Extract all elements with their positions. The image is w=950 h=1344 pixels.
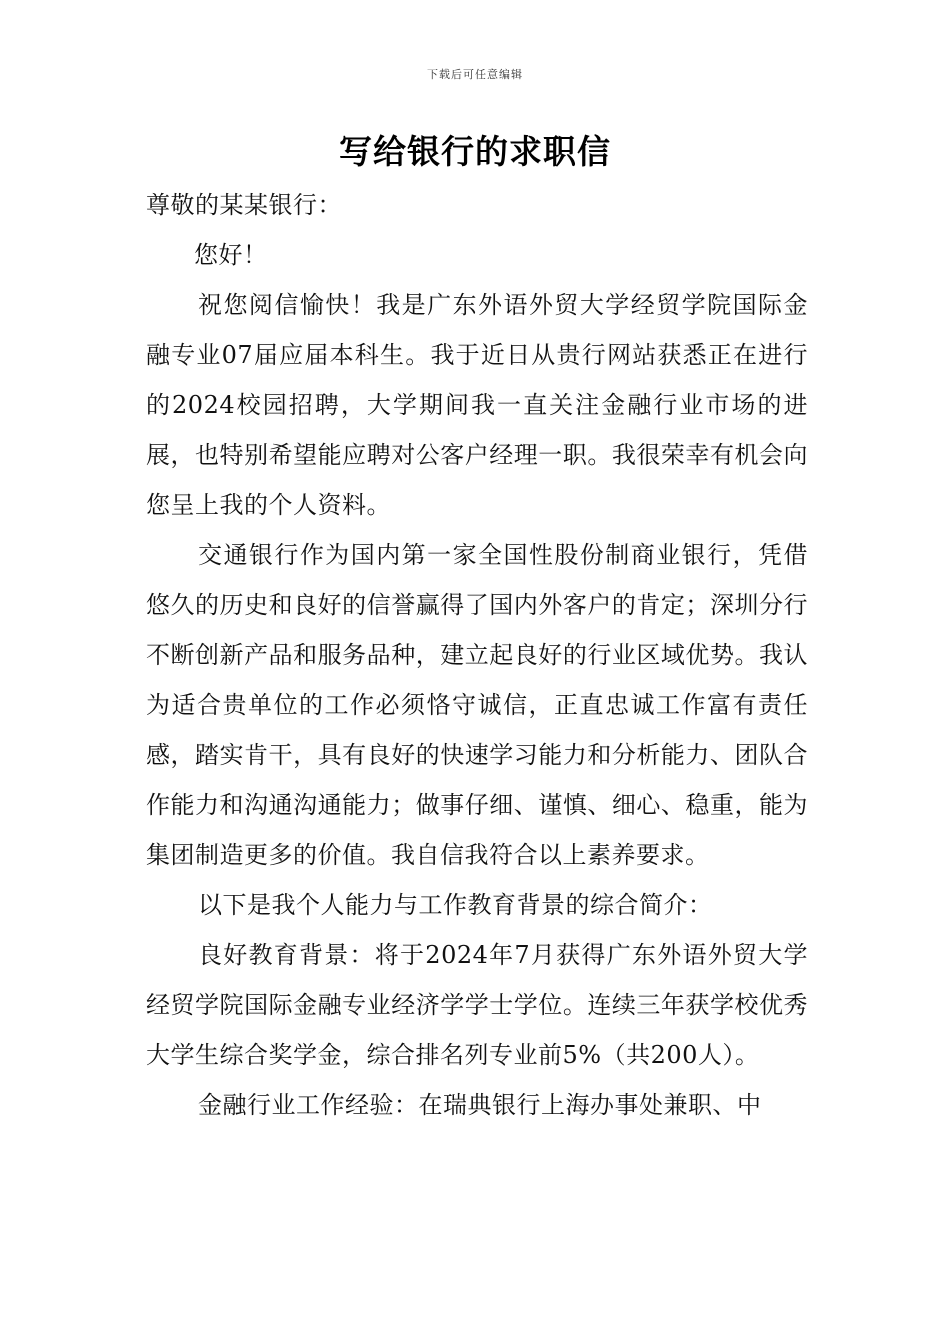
- greeting: 您好！: [194, 241, 268, 269]
- letter-body: [146, 180, 808, 1130]
- paragraph-education: 良好教育背景：将于2024年7月获得广东外语外贸大学经贸学院国际金融专业经济学学士学位。连续三年获学校优秀大学生综合奖学金，综合排名列专业前5%（共200人）。: [146, 941, 808, 1069]
- header-note: 下载后可任意编辑: [427, 68, 523, 81]
- paragraph-bank: 交通银行作为国内第一家全国性股份制商业银行，凭借悠久的历史和良好的信誉赢得了国内外客户的肯定；深圳分行不断创新产品和服务品种，建立起良好的行业区域优势。我认为适合贵单位的工作必须恪守诚信，正直忠诚工作富有责任感，踏实肯干，具有良好的快速学习能力和分析能力、团队合作能力和沟通沟通能力；做事仔细、谨慎、细心、稳重，能为集团制造更多的价值。我自信我符合以上素养要求。: [146, 541, 808, 869]
- paragraph-intro: 祝您阅信愉快！我是广东外语外贸大学经贸学院国际金融专业07届应届本科生。我于近日从贵行网站获悉正在进行的2024校园招聘，大学期间我一直关注金融行业市场的进展，也特别希望能应聘对公客户经理一职。我很荣幸有机会向您呈上我的个人资料。: [146, 291, 808, 519]
- salutation: 尊敬的某某银行：: [146, 191, 342, 219]
- document-title: 写给银行的求职信: [339, 132, 611, 171]
- paragraph-experience: 金融行业工作经验：在瑞典银行上海办事处兼职、中: [198, 1091, 762, 1119]
- paragraph-summary-intro: 以下是我个人能力与工作教育背景的综合简介：: [198, 891, 713, 919]
